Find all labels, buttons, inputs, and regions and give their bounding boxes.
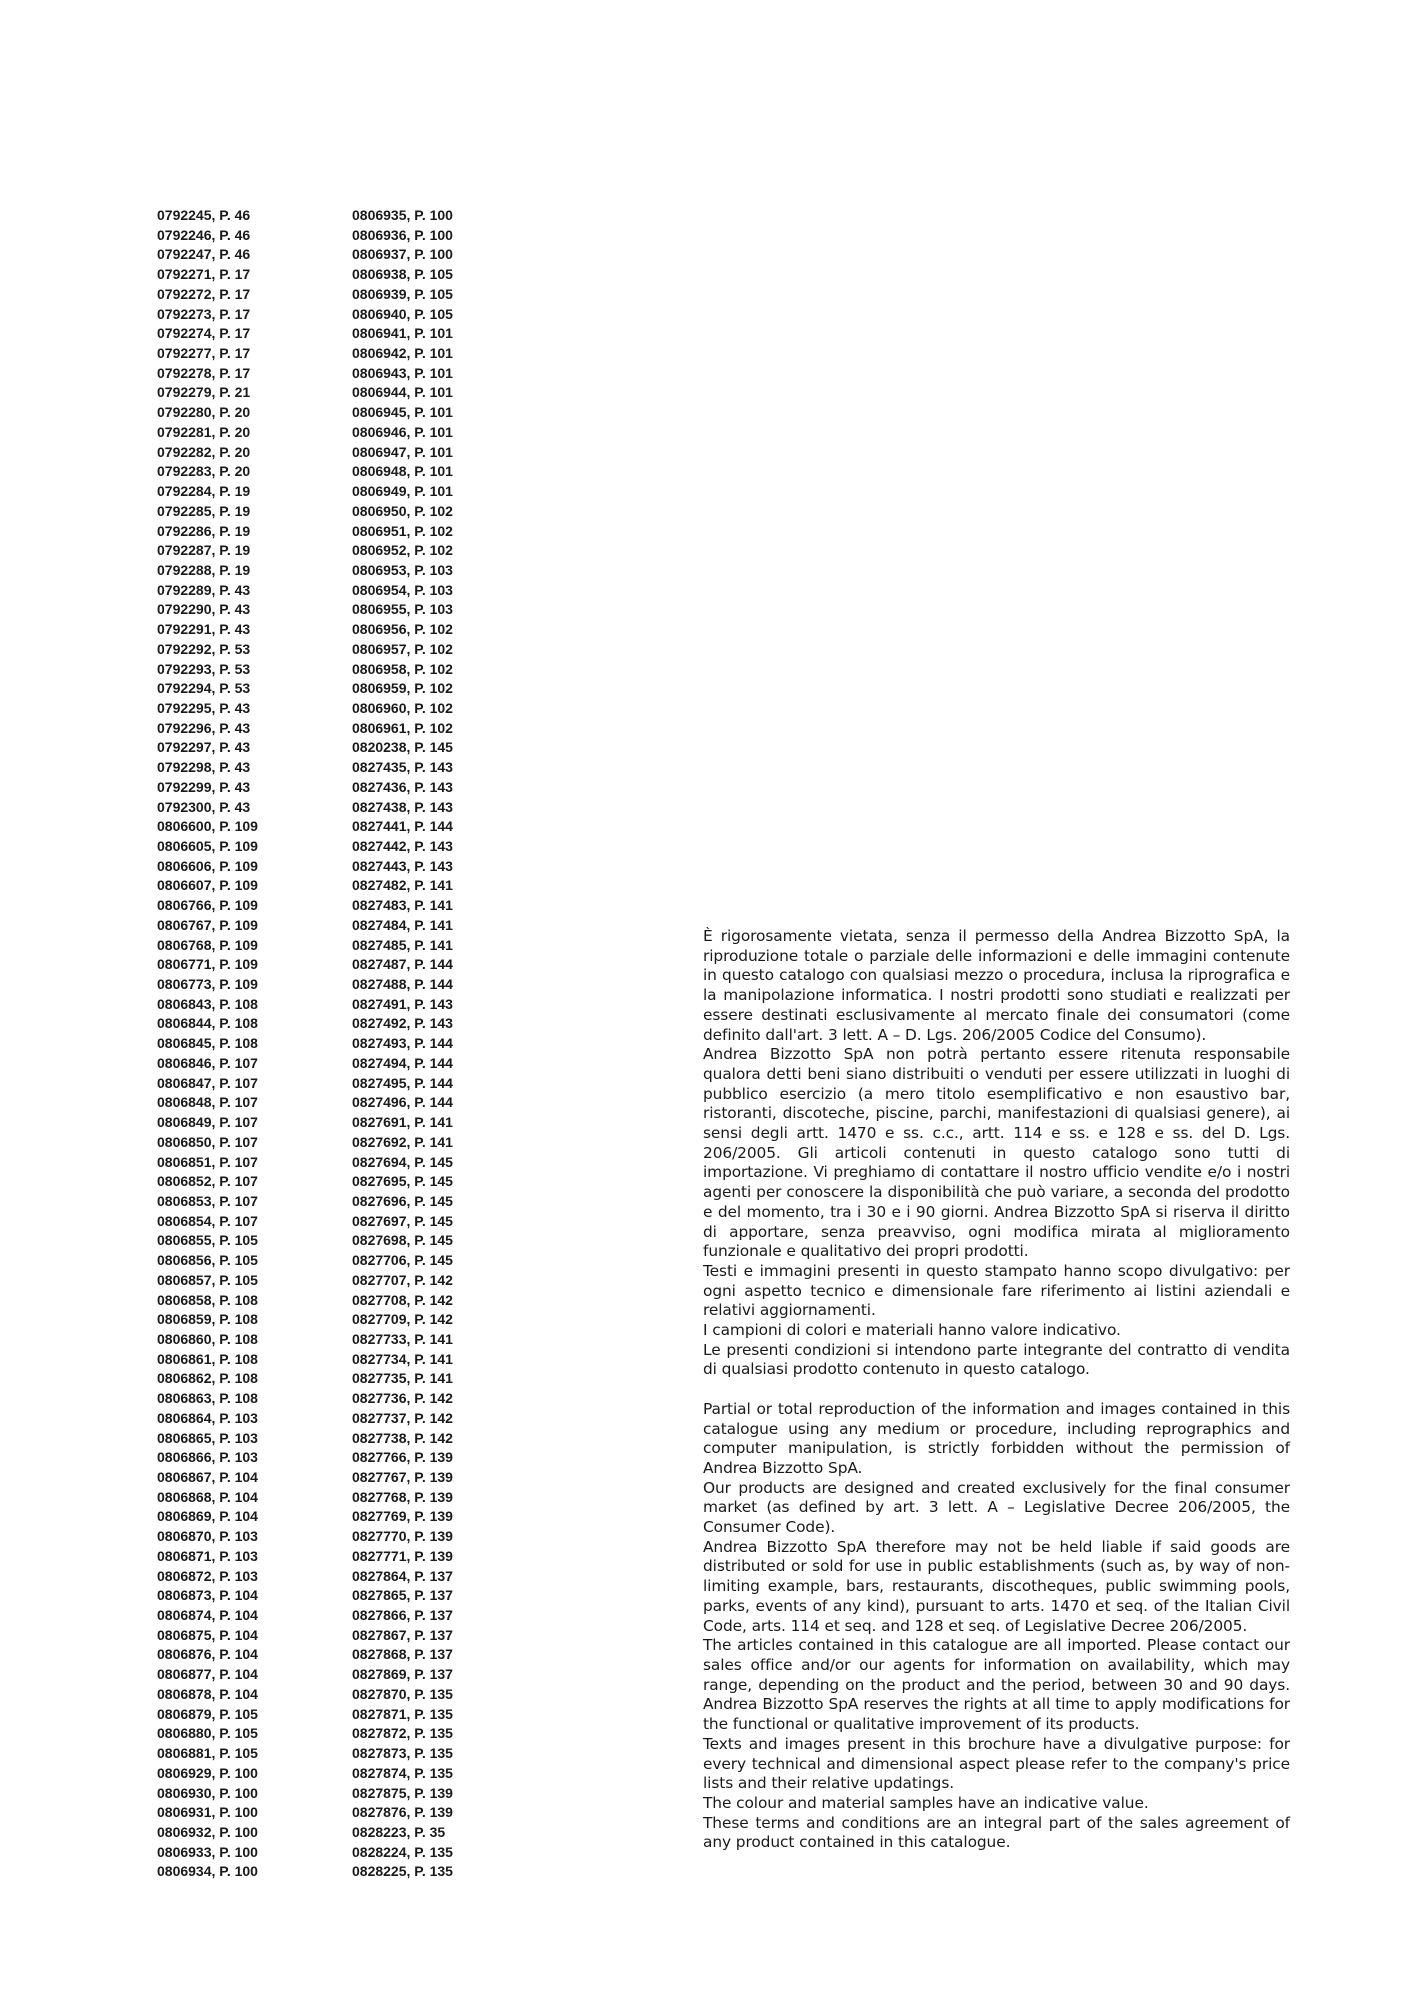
index-entry: 0806855, P. 105 — [157, 1232, 258, 1249]
index-entry: 0806934, P. 100 — [157, 1863, 258, 1880]
index-entry: 0806600, P. 109 — [157, 818, 258, 835]
index-entry: 0792284, P. 19 — [157, 483, 251, 500]
index-entry: 0827870, P. 135 — [352, 1685, 453, 1702]
notice-paragraph: Texts and images present in this brochure have a divulgative purpose: for every technical and dimensional aspect please refer to the company's price lists and their relative updatings. — [703, 1734, 1290, 1793]
index-entry: 0827734, P. 141 — [352, 1350, 453, 1367]
index-entry: 0792282, P. 20 — [157, 443, 251, 460]
index-entry: 0792280, P. 20 — [157, 404, 251, 421]
index-entry: 0827868, P. 137 — [352, 1646, 453, 1663]
index-entry: 0806866, P. 103 — [157, 1449, 258, 1466]
index-entry: 0806849, P. 107 — [157, 1114, 258, 1131]
index-entry: 0828225, P. 135 — [352, 1863, 453, 1880]
index-entry: 0827867, P. 137 — [352, 1626, 453, 1643]
index-entry: 0827483, P. 141 — [352, 897, 453, 914]
index-entry: 0792287, P. 19 — [157, 542, 251, 559]
notice-paragraph: Andrea Bizzotto SpA non potrà pertanto essere ritenuta responsabile qualora detti beni siano distribuiti o venduti per essere utilizzati in luoghi di pubblico esercizio (a mero titolo esemplificativo e non esaustivo bar, ristoranti, discoteche, piscine, parchi, manifestazioni di qualsiasi genere), ai sensi degli artt. 1470 e ss. c.c., artt. 114 e ss. e 128 e ss. del D. Lgs. 206/2005. Gli articoli contenuti in questo catalogo sono tutti di importazione. Vi preghiamo di contattare il nostro ufficio vendite e/o i nostri agenti per conoscere la disponibilità che può variare, a seconda del prodotto e del momento, tra i 30 e i 90 giorni. Andrea Bizzotto SpA si riserva il diritto di apportare, senza preavviso, ogni modifica mirata al miglioramento funzionale e qualitativo dei propri prodotti. — [703, 1045, 1290, 1261]
index-entry: 0827708, P. 142 — [352, 1291, 453, 1308]
index-entry: 0820238, P. 145 — [352, 739, 453, 756]
notice-paragraph: I campioni di colori e materiali hanno valore indicativo. — [703, 1321, 1121, 1340]
index-entry: 0806852, P. 107 — [157, 1173, 258, 1190]
index-entry: 0806946, P. 101 — [352, 423, 453, 440]
index-entry: 0792298, P. 43 — [157, 759, 251, 776]
index-entry: 0806873, P. 104 — [157, 1587, 258, 1604]
index-entry: 0792295, P. 43 — [157, 699, 251, 716]
index-entry: 0806845, P. 108 — [157, 1035, 258, 1052]
notice-paragraph: Andrea Bizzotto SpA therefore may not be held liable if said goods are distributed or sold for use in public establishments (such as, by way of non-limiting example, bars, restaurants, discotheques, public swimming pools, parks, events of any kind), pursuant to arts. 1470 et seq. of the Italian Civil Code, arts. 114 et seq. and 128 et seq. of Legislative Decree 206/2005. — [703, 1537, 1290, 1635]
index-entry: 0806854, P. 107 — [157, 1212, 258, 1229]
index-entry: 0806953, P. 103 — [352, 561, 453, 578]
index-entry: 0827495, P. 144 — [352, 1074, 453, 1091]
index-entry: 0827869, P. 137 — [352, 1666, 453, 1683]
index-entry: 0806858, P. 108 — [157, 1291, 258, 1308]
index-entry: 0806851, P. 107 — [157, 1153, 258, 1170]
index-entry: 0806859, P. 108 — [157, 1311, 258, 1328]
index-entry: 0827707, P. 142 — [352, 1271, 453, 1288]
index-entry: 0827875, P. 139 — [352, 1784, 453, 1801]
index-entry: 0806877, P. 104 — [157, 1666, 258, 1683]
index-entry: 0792247, P. 46 — [157, 246, 251, 263]
index-entry: 0827691, P. 141 — [352, 1114, 453, 1131]
index-entry: 0827438, P. 143 — [352, 798, 453, 815]
index-entry: 0827874, P. 135 — [352, 1764, 453, 1781]
index-entry: 0827871, P. 135 — [352, 1705, 453, 1722]
index-entry: 0827736, P. 142 — [352, 1390, 453, 1407]
legal-notice-english — [703, 1400, 1290, 1853]
index-entry: 0806950, P. 102 — [352, 502, 453, 519]
index-entry: 0827697, P. 145 — [352, 1212, 453, 1229]
index-entry: 0806605, P. 109 — [157, 838, 258, 854]
index-entry: 0792285, P. 19 — [157, 502, 251, 519]
index-entry: 0792288, P. 19 — [157, 561, 251, 578]
index-entry: 0827487, P. 144 — [352, 956, 453, 973]
index-entry: 0792277, P. 17 — [157, 345, 251, 362]
index-entry: 0806771, P. 109 — [157, 956, 258, 973]
index-entry: 0806773, P. 109 — [157, 976, 258, 993]
index-entry: 0806875, P. 104 — [157, 1626, 258, 1643]
index-column-right — [352, 206, 453, 1882]
index-entry: 0827441, P. 144 — [352, 818, 453, 835]
index-entry: 0806959, P. 102 — [352, 680, 453, 697]
index-entry: 0806846, P. 107 — [157, 1054, 258, 1071]
index-entry: 0827484, P. 141 — [352, 916, 453, 933]
index-entry: 0806958, P. 102 — [352, 660, 453, 677]
index-entry: 0792283, P. 20 — [157, 463, 251, 480]
index-entry: 0792246, P. 46 — [157, 226, 251, 243]
index-entry: 0806960, P. 102 — [352, 699, 453, 716]
index-entry: 0827494, P. 144 — [352, 1054, 453, 1071]
index-entry: 0792245, P. 46 — [157, 207, 251, 223]
index-entry: 0806876, P. 104 — [157, 1646, 258, 1663]
notice-paragraph: The articles contained in this catalogue are all imported. Please contact our sales office and/or our agents for information on availability, which may range, depending on the product and the period, between 30 and 90 days. Andrea Bizzotto SpA reserves the rights at all time to apply modifications for the functional or qualitative improvement of its products. — [703, 1636, 1290, 1734]
index-entry: 0806874, P. 104 — [157, 1607, 258, 1624]
paragraph-spacer — [703, 1380, 1290, 1400]
index-entry: 0827492, P. 143 — [352, 1015, 453, 1032]
index-entry: 0806955, P. 103 — [352, 601, 453, 618]
index-entry: 0806931, P. 100 — [157, 1804, 258, 1821]
index-entry: 0792281, P. 20 — [157, 423, 251, 440]
index-entry: 0827706, P. 145 — [352, 1252, 453, 1269]
index-entry: 0827738, P. 142 — [352, 1429, 453, 1446]
index-entry: 0806939, P. 105 — [352, 285, 453, 302]
index-entry: 0827442, P. 143 — [352, 838, 453, 854]
index-entry: 0827864, P. 137 — [352, 1567, 453, 1584]
index-entry: 0806945, P. 101 — [352, 404, 453, 421]
index-entry: 0806930, P. 100 — [157, 1784, 258, 1801]
index-entry: 0792293, P. 53 — [157, 660, 251, 677]
index-entry: 0806952, P. 102 — [352, 542, 453, 559]
notice-paragraph: Testi e immagini presenti in questo stampato hanno scopo divulgativo: per ogni aspetto tecnico e dimensionale fare riferimento ai listini aziendali e relativi aggiornamenti. — [703, 1261, 1290, 1320]
index-entry: 0827496, P. 144 — [352, 1094, 453, 1111]
index-entry: 0806844, P. 108 — [157, 1015, 258, 1032]
index-entry: 0806956, P. 102 — [352, 621, 453, 638]
legal-notice-italian — [703, 927, 1290, 1380]
index-entry: 0806607, P. 109 — [157, 877, 258, 894]
index-entry: 0806861, P. 108 — [157, 1350, 258, 1367]
index-entry: 0806848, P. 107 — [157, 1094, 258, 1111]
index-entry: 0806864, P. 103 — [157, 1409, 258, 1426]
index-entry: 0827482, P. 141 — [352, 877, 453, 894]
index-entry: 0792291, P. 43 — [157, 621, 251, 638]
index-entry: 0806768, P. 109 — [157, 936, 258, 953]
index-entry: 0792278, P. 17 — [157, 364, 251, 381]
index-entry: 0806872, P. 103 — [157, 1567, 258, 1584]
notice-paragraph: Le presenti condizioni si intendono parte integrante del contratto di vendita di qualsiasi prodotto contenuto in questo catalogo. — [703, 1340, 1290, 1379]
index-entry: 0806767, P. 109 — [157, 916, 258, 933]
index-entry: 0806870, P. 103 — [157, 1528, 258, 1545]
index-entry: 0827767, P. 139 — [352, 1469, 453, 1485]
index-entry: 0792272, P. 17 — [157, 285, 251, 302]
index-entry: 0827766, P. 139 — [352, 1449, 453, 1466]
index-entry: 0827696, P. 145 — [352, 1192, 453, 1209]
notice-paragraph: The colour and material samples have an indicative value. — [703, 1793, 1149, 1812]
index-entry: 0827692, P. 141 — [352, 1133, 453, 1150]
index-entry: 0827737, P. 142 — [352, 1409, 453, 1426]
index-entry: 0827695, P. 145 — [352, 1173, 453, 1190]
index-entry: 0792289, P. 43 — [157, 581, 251, 598]
index-entry: 0806869, P. 104 — [157, 1508, 258, 1525]
index-entry: 0806936, P. 100 — [352, 226, 453, 243]
index-entry: 0827488, P. 144 — [352, 976, 453, 993]
index-entry: 0806937, P. 100 — [352, 246, 453, 263]
index-entry: 0806957, P. 102 — [352, 640, 453, 657]
index-entry: 0806878, P. 104 — [157, 1685, 258, 1702]
index-entry: 0806881, P. 105 — [157, 1745, 258, 1762]
index-entry: 0806929, P. 100 — [157, 1764, 258, 1781]
index-entry: 0806865, P. 103 — [157, 1429, 258, 1446]
index-entry: 0792300, P. 43 — [157, 798, 251, 815]
index-entry: 0806766, P. 109 — [157, 897, 258, 914]
index-entry: 0792297, P. 43 — [157, 739, 251, 756]
index-entry: 0806947, P. 101 — [352, 443, 453, 460]
index-entry: 0827491, P. 143 — [352, 995, 453, 1012]
legal-notice — [703, 927, 1290, 1853]
index-entry: 0827709, P. 142 — [352, 1311, 453, 1328]
notice-paragraph: È rigorosamente vietata, senza il permesso della Andrea Bizzotto SpA, la riproduzione totale o parziale delle informazioni e delle immagini contenute in questo catalogo con qualsiasi mezzo o procedura, inclusa la riprografica e la manipolazione informatica. I nostri prodotti sono studiati e realizzati per essere destinati esclusivamente al mercato finale dei consumatori (come definito dall'art. 3 lett. A – D. Lgs. 206/2005 Codice del Consumo). — [703, 927, 1290, 1044]
index-entry: 0827443, P. 143 — [352, 857, 453, 874]
index-entry: 0792271, P. 17 — [157, 266, 251, 283]
index-entry: 0806867, P. 104 — [157, 1469, 258, 1485]
index-entry: 0792274, P. 17 — [157, 325, 251, 342]
index-entry: 0806606, P. 109 — [157, 857, 258, 874]
index-entry: 0827769, P. 139 — [352, 1508, 453, 1525]
index-entry: 0792273, P. 17 — [157, 305, 251, 322]
notice-paragraph: Our products are designed and created exclusively for the final consumer market (as defined by art. 3 lett. A – Legislative Decree 206/2005, the Consumer Code). — [703, 1478, 1290, 1537]
index-entry: 0806938, P. 105 — [352, 266, 453, 283]
index-entry: 0806933, P. 100 — [157, 1843, 258, 1860]
index-entry: 0806942, P. 101 — [352, 345, 453, 362]
index-entry: 0827866, P. 137 — [352, 1607, 453, 1624]
index-entry: 0792294, P. 53 — [157, 680, 251, 697]
index-entry: 0806944, P. 101 — [352, 384, 453, 401]
index-entry: 0792296, P. 43 — [157, 719, 251, 736]
index-entry: 0806961, P. 102 — [352, 719, 453, 736]
index-entry: 0806940, P. 105 — [352, 305, 453, 322]
index-entry: 0827872, P. 135 — [352, 1725, 453, 1742]
index-entry: 0806847, P. 107 — [157, 1074, 258, 1091]
index-entry: 0806843, P. 108 — [157, 995, 258, 1012]
index-entry: 0828224, P. 135 — [352, 1843, 453, 1860]
index-entry: 0806868, P. 104 — [157, 1488, 258, 1505]
index-entry: 0806943, P. 101 — [352, 364, 453, 381]
index-entry: 0806935, P. 100 — [352, 207, 453, 223]
index-entry: 0806879, P. 105 — [157, 1705, 258, 1722]
index-entry: 0828223, P. 35 — [352, 1823, 446, 1840]
index-entry: 0792299, P. 43 — [157, 778, 251, 795]
index-entry: 0827694, P. 145 — [352, 1153, 453, 1170]
index-entry: 0827733, P. 141 — [352, 1330, 453, 1347]
index-entry: 0806880, P. 105 — [157, 1725, 258, 1742]
index-entry: 0827768, P. 139 — [352, 1488, 453, 1505]
index-entry: 0806863, P. 108 — [157, 1390, 258, 1407]
index-entry: 0806853, P. 107 — [157, 1192, 258, 1209]
index-entry: 0806862, P. 108 — [157, 1370, 258, 1387]
index-entry: 0827485, P. 141 — [352, 936, 453, 953]
notice-paragraph: Partial or total reproduction of the information and images contained in this catalogue using any medium or procedure, including reprographics and computer manipulation, is strictly forbidden without the permission of Andrea Bizzotto SpA. — [703, 1399, 1290, 1477]
index-entry: 0827876, P. 139 — [352, 1804, 453, 1821]
index-entry: 0806932, P. 100 — [157, 1823, 258, 1840]
index-entry: 0827873, P. 135 — [352, 1745, 453, 1762]
index-column-left — [157, 206, 258, 1882]
index-entry: 0827771, P. 139 — [352, 1547, 453, 1564]
index-entry: 0827770, P. 139 — [352, 1528, 453, 1545]
index-entry: 0792279, P. 21 — [157, 384, 251, 401]
index-entry: 0806857, P. 105 — [157, 1271, 258, 1288]
index-entry: 0806941, P. 101 — [352, 325, 453, 342]
index-entry: 0792286, P. 19 — [157, 522, 251, 539]
index-entry: 0827493, P. 144 — [352, 1035, 453, 1052]
index-entry: 0806951, P. 102 — [352, 522, 453, 539]
index-entry: 0827435, P. 143 — [352, 759, 453, 776]
index-entry: 0806860, P. 108 — [157, 1330, 258, 1347]
index-entry: 0827698, P. 145 — [352, 1232, 453, 1249]
index-entry: 0827436, P. 143 — [352, 778, 453, 795]
index-entry: 0806850, P. 107 — [157, 1133, 258, 1150]
index-entry: 0806871, P. 103 — [157, 1547, 258, 1564]
index-entry: 0806856, P. 105 — [157, 1252, 258, 1269]
index-entry: 0792292, P. 53 — [157, 640, 251, 657]
index-entry: 0806949, P. 101 — [352, 483, 453, 500]
notice-paragraph: These terms and conditions are an integral part of the sales agreement of any product contained in this catalogue. — [703, 1813, 1290, 1852]
index-entry: 0792290, P. 43 — [157, 601, 251, 618]
index-entry: 0806954, P. 103 — [352, 581, 453, 598]
index-entry: 0827865, P. 137 — [352, 1587, 453, 1604]
index-entry: 0806948, P. 101 — [352, 463, 453, 480]
index-entry: 0827735, P. 141 — [352, 1370, 453, 1387]
